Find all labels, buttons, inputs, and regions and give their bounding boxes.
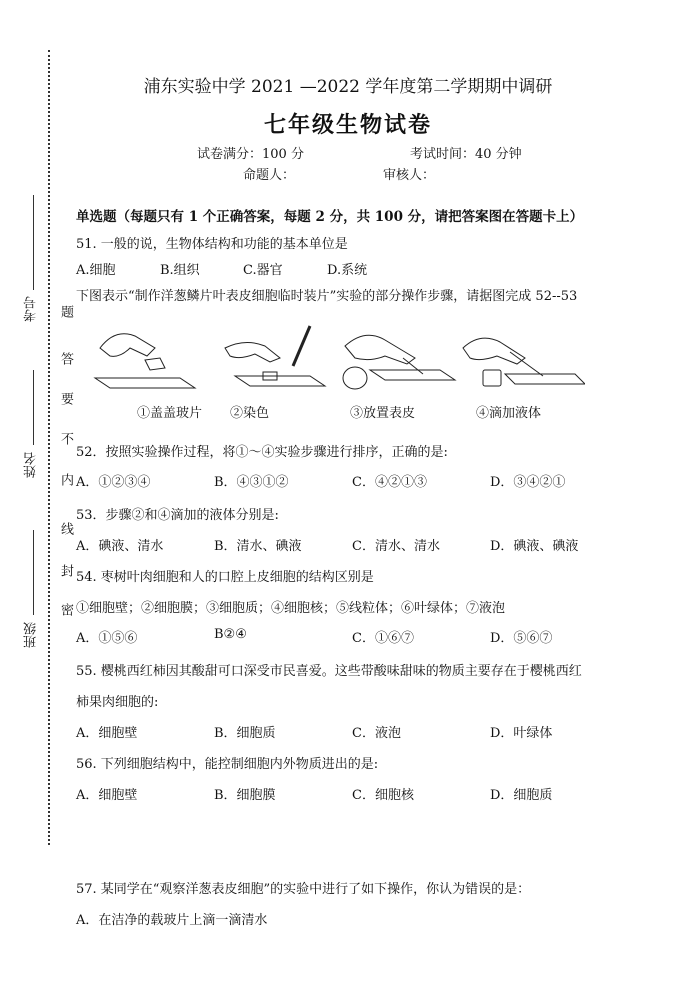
hand-2-icon (225, 342, 280, 362)
q55-option-c: C．液泡 (352, 726, 401, 741)
onion-icon (343, 367, 367, 389)
q56-option-b: B．细胞膜 (214, 788, 276, 803)
q53-option-d: D．碘液、碘液 (490, 539, 579, 554)
binding-dotted-line (48, 50, 50, 845)
q56-option-d: D．细胞质 (490, 788, 553, 803)
question-53-stem: 53．步骤②和④滴加的液体分别是: (76, 508, 279, 523)
question-54-stem: 54. 枣树叶肉细胞和人的口腔上皮细胞的结构区别是 (76, 570, 374, 585)
question-52-stem: 52．按照实验操作过程，将①～④实验步骤进行排序，正确的是: (76, 445, 448, 460)
question-55-stem-line1: 55. 樱桃西红柿因其酸甜可口深受市民喜爱。这些带酸味甜味的物质主要存在于樱桃西红 (76, 664, 582, 679)
binding-char: 答 (58, 352, 73, 365)
experiment-figure (85, 318, 585, 408)
glass-slide-2 (235, 376, 325, 386)
school-title: 浦东实验中学 2021 —2022 学年度第二学期期中调研 (143, 77, 553, 97)
setter-label: 命题人： (243, 168, 296, 183)
hand-1-icon (100, 334, 155, 357)
q52-option-a: A．①②③④ (76, 475, 151, 490)
q57-option-a: A．在洁净的载玻片上滴一滴清水 (76, 913, 268, 928)
name-blank (33, 370, 34, 445)
name-label: 姓名 (24, 452, 39, 478)
reagent-bottle-icon (483, 370, 501, 386)
exam-time: 考试时间：40 分钟 (410, 147, 522, 162)
binding-char: 要 (58, 392, 73, 405)
binding-char: 线 (58, 522, 73, 535)
figure-step-1: ①盖盖玻片 (137, 406, 203, 421)
figure-step-4: ④滴加液体 (476, 406, 542, 421)
q51-option-d: D.系统 (327, 263, 368, 278)
q56-option-a: A．细胞壁 (76, 788, 138, 803)
question-55-stem-line2: 柿果肉细胞的: (76, 695, 159, 710)
tweezers-icon (403, 358, 423, 374)
figure-intro: 下图表示“制作洋葱鳞片叶表皮细胞临时装片”实验的部分操作步骤，请据图完成 52--53 (76, 289, 578, 304)
section-title: 单选题（每题只有 1 个正确答案，每题 2 分，共 100 分，请把答案图在答题卡上） (76, 209, 584, 225)
q56-option-c: C．细胞核 (352, 788, 414, 803)
binding-char: 题 (58, 305, 73, 318)
question-56-stem: 56. 下列细胞结构中，能控制细胞内外物质进出的是: (76, 757, 379, 772)
glass-slide-1 (95, 378, 195, 388)
binding-char: 封 (58, 564, 73, 577)
question-57-stem: 57. 某同学在“观察洋葱表皮细胞”的实验中进行了如下操作，你认为错误的是： (76, 882, 531, 897)
reviewer-label: 审核人： (383, 168, 436, 183)
q55-option-d: D．叶绿体 (490, 726, 553, 741)
exam-number-blank (33, 195, 34, 290)
q52-option-d: D．③④②① (490, 475, 566, 490)
glass-slide-3 (370, 370, 455, 380)
glass-slide-4 (505, 374, 585, 384)
binding-char: 内 (58, 473, 73, 486)
q54-option-b: B②④ (214, 627, 247, 642)
binding-char: 不 (58, 432, 73, 445)
binding-char: 密 (58, 603, 73, 616)
q51-option-c: C.器官 (243, 263, 283, 278)
dropper-icon (293, 326, 310, 366)
q55-option-b: B．细胞质 (214, 726, 276, 741)
question-51-stem: 51. 一般的说，生物体结构和功能的基本单位是 (76, 237, 348, 252)
q54-structure-list: ①细胞壁；②细胞膜；③细胞质；④细胞核；⑤线粒体；⑥叶绿体；⑦液泡 (76, 601, 506, 616)
figure-step-2: ②染色 (230, 406, 270, 421)
q53-option-a: A．碘液、清水 (76, 539, 164, 554)
q51-option-a: A.细胞 (76, 263, 116, 278)
full-score: 试卷满分：100 分 (197, 147, 304, 162)
q52-option-c: C．④②①③ (352, 475, 427, 490)
cover-slip-icon (145, 358, 165, 370)
q54-option-c: C．①⑥⑦ (352, 631, 414, 646)
q54-option-a: A．①⑤⑥ (76, 631, 138, 646)
q53-option-b: B．清水、碘液 (214, 539, 302, 554)
hand-4-icon (463, 338, 525, 364)
exam-number-label: 考号 (24, 296, 39, 322)
pipette-icon (510, 352, 543, 376)
q53-option-c: C．清水、清水 (352, 539, 440, 554)
figure-step-3: ③放置表皮 (350, 406, 416, 421)
class-label: 班级 (24, 622, 39, 648)
q51-option-b: B.组织 (160, 263, 200, 278)
class-blank (33, 530, 34, 615)
q52-option-b: B．④③①② (214, 475, 289, 490)
exam-title: 七年级生物试卷 (263, 112, 432, 138)
q54-option-d: D．⑤⑥⑦ (490, 631, 553, 646)
q55-option-a: A．细胞壁 (76, 726, 138, 741)
